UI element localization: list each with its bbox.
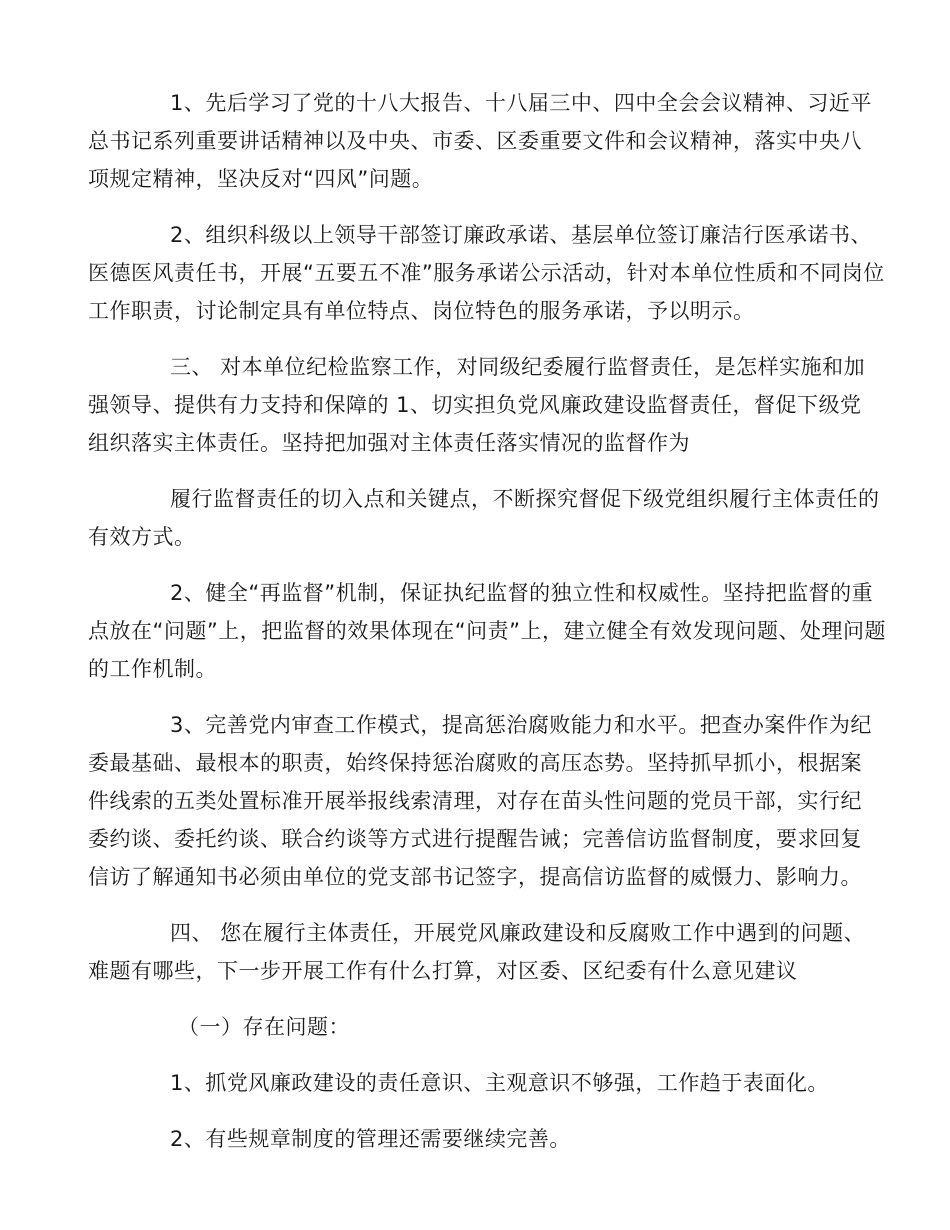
paragraph-6-line-2: 委最基础、最根本的职责，始终保持惩治腐败的高压态势。坚持抓早抓小，根据案 xyxy=(88,751,862,775)
paragraph-1-line-3: 项规定精神，坚决反对“四风”问题。 xyxy=(88,167,434,191)
paragraph-2-line-2: 医德医风责任书，开展“五要五不准”服务承诺公示活动，针对本单位性质和不同岗位 xyxy=(88,261,885,285)
paragraph-1-line-2: 总书记系列重要讲话精神以及中央、市委、区委重要文件和会议精神，落实中央八 xyxy=(88,129,862,153)
section-4-heading-line-2: 难题有哪些，下一步开展工作有什么打算，对区委、区纪委有什么意见建议 xyxy=(88,959,798,983)
section-3-heading-line-2: 强领导、提供有力支持和保障的 1、切实担负党风廉政建设监督责任，督促下级党 xyxy=(88,393,862,417)
paragraph-1-line-1: 1、先后学习了党的十八大报告、十八届三中、四中全会会议精神、习近平 xyxy=(170,91,872,115)
paragraph-2-line-1: 2、组织科级以上领导干部签订廉政承诺、基层单位签订廉洁行医承诺书、 xyxy=(170,223,872,247)
section-3-heading-line-1: 三、 对本单位纪检监察工作，对同级纪委履行监督责任，是怎样实施和加 xyxy=(170,355,866,379)
paragraph-6-line-3: 件线索的五类处置标准开展举报线索清理，对存在苗头性问题的党员干部，实行纪 xyxy=(88,789,862,813)
paragraph-4-line-2: 有效方式。 xyxy=(88,525,196,549)
paragraph-6-line-4: 委约谈、委托约谈、联合约谈等方式进行提醒告诫；完善信访监督制度，要求回复 xyxy=(88,827,862,851)
problem-item-1: 1、抓党风廉政建设的责任意识、主观意识不够强，工作趋于表面化。 xyxy=(170,1071,829,1095)
paragraph-4-line-1: 履行监督责任的切入点和关键点，不断探究督促下级党组织履行主体责任的 xyxy=(170,487,880,511)
section-4-heading-line-1: 四、 您在履行主体责任，开展党风廉政建设和反腐败工作中遇到的问题、 xyxy=(170,921,866,945)
paragraph-5-line-3: 的工作机制。 xyxy=(88,657,217,681)
paragraph-2-line-3: 工作职责，讨论制定具有单位特点、岗位特色的服务承诺，予以明示。 xyxy=(88,299,755,323)
paragraph-5-line-2: 点放在“问题”上，把监督的效果体现在“问责”上，建立健全有效发现问题、处理问题 xyxy=(88,619,887,643)
problem-item-2: 2、有些规章制度的管理还需要继续完善。 xyxy=(170,1127,571,1151)
section-3-heading-line-3: 组织落实主体责任。坚持把加强对主体责任落实情况的监督作为 xyxy=(88,431,690,455)
paragraph-5-line-1: 2、健全“再监督”机制，保证执纪监督的独立性和权威性。坚持把监督的重 xyxy=(170,581,874,605)
subheading-existing-problems: （一）存在问题： xyxy=(178,1015,350,1039)
paragraph-6-line-1: 3、完善党内审查工作模式，提高惩治腐败能力和水平。把查办案件作为纪 xyxy=(170,713,872,737)
paragraph-6-line-5: 信访了解通知书必须由单位的党支部书记签字，提高信访监督的威慑力、影响力。 xyxy=(88,865,862,889)
